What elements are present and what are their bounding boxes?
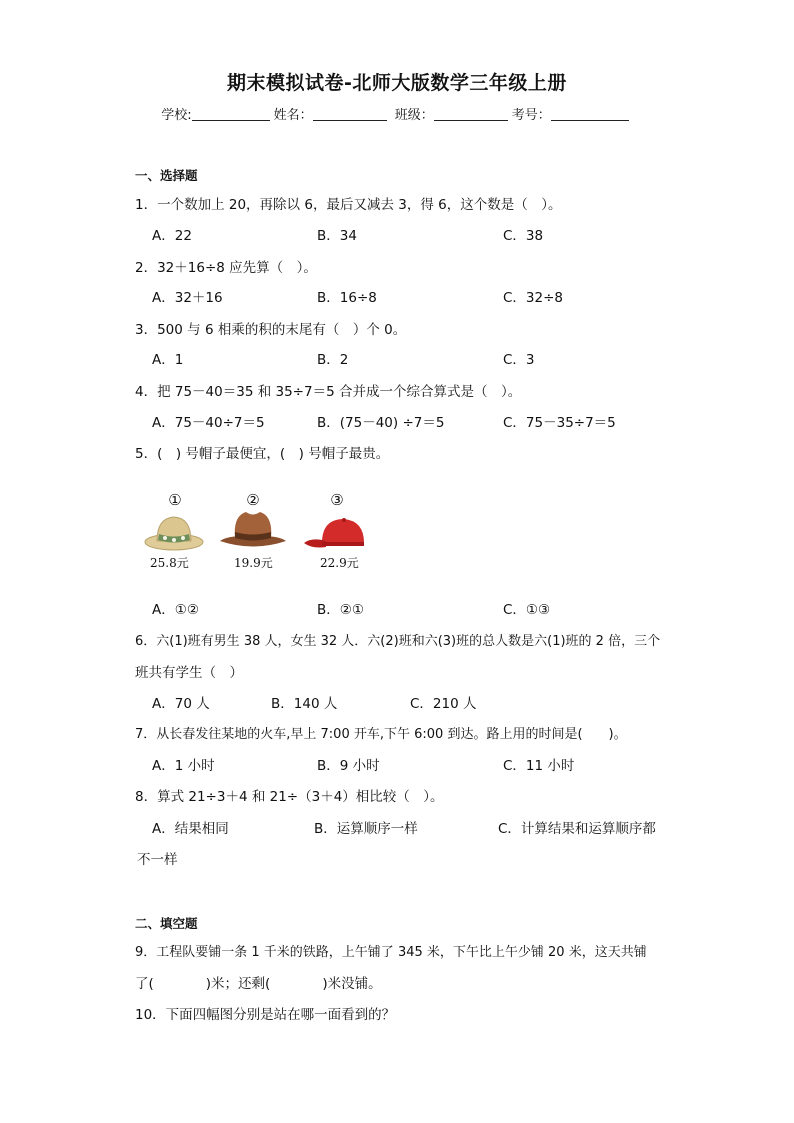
q1-option-a[interactable]: A．22 xyxy=(152,228,192,244)
question-10: 10．下面四幅图分别是站在哪一面看到的？ xyxy=(135,1007,396,1023)
hat-1-price: 25.8元 xyxy=(150,556,189,570)
question-7: 7．从长春发往某地的火车,早上 7:00 开车,下午 6:00 到达。路上用的时间是( )。 xyxy=(135,727,627,742)
q6-option-c[interactable]: C．210 人 xyxy=(410,696,477,712)
school-blank[interactable] xyxy=(192,106,270,121)
baseball-cap-icon xyxy=(302,515,368,551)
q2-option-b[interactable]: B．16÷8 xyxy=(317,290,377,306)
class-blank[interactable] xyxy=(434,106,508,121)
question-3: 3．500 与 6 相乘的积的末尾有（ ）个 0。 xyxy=(135,322,407,338)
q7-option-c[interactable]: C．11 小时 xyxy=(503,758,575,774)
q4-option-c[interactable]: C．75－35÷7＝5 xyxy=(503,415,616,431)
q2-option-c[interactable]: C．32÷8 xyxy=(503,290,564,306)
hat-2-number: ② xyxy=(246,491,260,509)
id-blank[interactable] xyxy=(551,106,629,121)
q5-option-b[interactable]: B．②① xyxy=(317,602,364,618)
question-9-line-2 xyxy=(135,972,382,992)
q3-option-c[interactable]: C．3 xyxy=(503,352,535,368)
q3-option-b[interactable]: B．2 xyxy=(317,352,349,368)
question-2: 2．32＋16÷8 应先算（ ）。 xyxy=(135,260,317,276)
q1-option-c[interactable]: C．38 xyxy=(503,228,544,244)
page-title: 期末模拟试卷-北师大版数学三年级上册 xyxy=(227,72,567,94)
q8-option-c[interactable]: C．计算结果和运算顺序都 xyxy=(498,821,656,837)
question-1: 1．一个数加上 20，再除以 6，最后又减去 3，得 6，这个数是（ ）。 xyxy=(135,197,562,213)
q6-option-b[interactable]: B．140 人 xyxy=(271,696,338,712)
hat-1-number: ① xyxy=(168,491,182,509)
q7-option-a[interactable]: A．1 小时 xyxy=(152,758,215,774)
question-5: 5．( ) 号帽子最便宜，( ) 号帽子最贵。 xyxy=(135,446,390,462)
q9-text-part-3: )米没铺。 xyxy=(322,976,382,992)
hat-3-number: ③ xyxy=(330,491,344,509)
id-label: 考号： xyxy=(511,108,551,123)
q4-option-b[interactable]: B．(75－40) ÷7＝5 xyxy=(317,415,445,431)
section-title-choice: 一、选择题 xyxy=(135,168,198,183)
q2-option-a[interactable]: A．32＋16 xyxy=(152,290,223,306)
q1-option-b[interactable]: B．34 xyxy=(317,228,357,244)
class-label: 班级： xyxy=(394,108,434,123)
q8-option-b[interactable]: B．运算顺序一样 xyxy=(314,821,418,837)
school-label: 学校: xyxy=(161,108,192,123)
question-8: 8．算式 21÷3＋4 和 21÷（3＋4）相比较（ ）。 xyxy=(135,789,444,805)
q9-text-part-2: )米；还剩( xyxy=(205,976,271,992)
q6-option-a[interactable]: A．70 人 xyxy=(152,696,210,712)
q8-option-a[interactable]: A．结果相同 xyxy=(152,821,229,837)
q8-option-c-continued: 不一样 xyxy=(137,852,178,868)
section-title-fill: 二、填空题 xyxy=(135,916,198,931)
q4-option-a[interactable]: A．75－40÷7＝5 xyxy=(152,415,265,431)
hat-3-price: 22.9元 xyxy=(320,556,359,570)
fedora-hat-icon xyxy=(218,508,288,550)
name-label: 姓名： xyxy=(273,108,313,123)
straw-hat-icon xyxy=(143,512,205,552)
question-6-line-1: 6．六(1)班有男生 38 人，女生 32 人．六(2)班和六(3)班的总人数是六(1)班的 2 倍，三个 xyxy=(135,634,661,649)
q5-option-c[interactable]: C．①③ xyxy=(503,602,551,618)
q9-text-part-1: 了( xyxy=(135,976,154,992)
q3-option-a[interactable]: A．1 xyxy=(152,352,184,368)
q7-option-b[interactable]: B．9 小时 xyxy=(317,758,380,774)
question-6-line-2: 班共有学生（ ） xyxy=(135,665,243,681)
question-9-line-1: 9．工程队要铺一条 1 千米的铁路，上午铺了 345 米，下午比上午少铺 20 米，这天共铺 xyxy=(135,945,647,960)
student-info-line xyxy=(0,104,794,123)
hat-2-price: 19.9元 xyxy=(234,556,273,570)
question-4: 4．把 75－40＝35 和 35÷7＝5 合并成一个综合算式是（ ）。 xyxy=(135,384,522,400)
q5-option-a[interactable]: A．①② xyxy=(152,602,199,618)
name-blank[interactable] xyxy=(313,106,387,121)
